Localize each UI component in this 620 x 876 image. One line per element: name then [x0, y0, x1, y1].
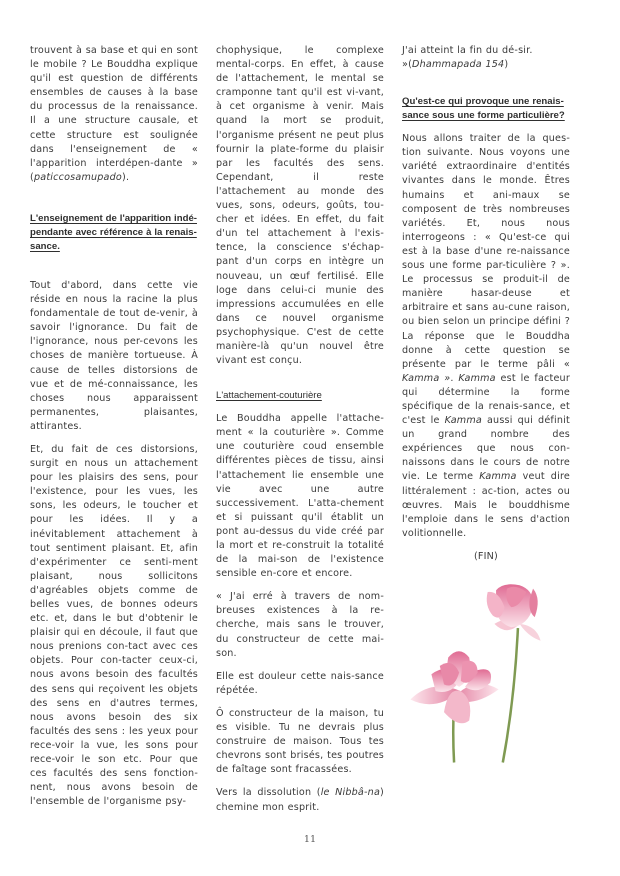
lotus-flower-bud: [487, 584, 541, 640]
column-1: [30, 44, 198, 818]
lotus-flower-open: [410, 651, 498, 723]
citation: Dhammapada 154: [412, 59, 505, 71]
spacer: [30, 263, 198, 279]
lotus-figure: [402, 573, 570, 763]
italic-term: le Nibbâ-na: [320, 787, 381, 799]
page-number: 11: [303, 833, 317, 845]
text: est le facteur qui détermine la forme spécifique de la renais-sance, et c'est le: [402, 372, 570, 427]
paragraph: Le Bouddha appelle l'attache-ment « la couturière ». Comme une couturière coud ensemble différentes pièces de tissu, ainsi l'attachement lie ensemble une vie avec une autre successivement. L'atta-chement et si puissant qu'il établit un pont au-dessus du vide créé par la mort et re-construit la totalité de la mai-son de l'existence sensible en-core et encore.: [216, 413, 384, 580]
spacer: [216, 377, 384, 389]
text: ).: [122, 171, 130, 183]
italic-term: Kamma: [458, 372, 496, 384]
paragraph: Tout d'abord, dans cette vie réside en nous la racine la plus fondamentale de tout de-venir, à savoir l'ignorance. Du fait de l'ignorance, nous per-cevons les choses de manière tortueuse. À cause de telles distorsions de vue et de mé-connaissance, les choses nous apparaissent permanentes, plaisantes, attirantes.: [30, 279, 198, 432]
quote-paragraph: [216, 786, 384, 814]
italic-term: Kamma: [479, 471, 517, 483]
text: .: [450, 372, 459, 384]
text: J'ai atteint la fin du dé-sir. »(: [402, 45, 533, 71]
section-heading: L'attachement-couturière: [216, 390, 322, 402]
spacer: [30, 194, 198, 212]
text: Vers la dissolution (: [216, 787, 321, 799]
section-heading: L'enseignement de l'apparition indé-pendante avec référence à la renais-sance.: [30, 212, 197, 252]
text: aussi qui définit un grand nombre des expériences que nous con-naissons dans le cours de notre vie. Le terme: [402, 415, 570, 483]
italic-term: paticcosamupado: [33, 171, 122, 183]
paragraph: [30, 44, 198, 185]
paragraph: Et, du fait de ces distorsions, surgit en nous un attachement pour les plaisirs des sens, pour l'existence, pour les vues, les sons, les odeurs, le toucher et pour les idées. Il y a inévitablement attachement à tout sentiment plaisant. Et, afin d'expérimenter ce senti-ment plaisant, nous sollicitons d'agréables objets comme de belles vues, de bonnes odeurs etc. et, dans le but d'obtenir le plaisir qui en découle, il faut que nous prenions con-tact avec ces objets. Pour con-tacter ceux-ci, nous avons besoin des facultés des sens qui reçoivent les objets des sens en d'autres termes, nous avons besoin des six facultés des sens : les yeux pour rece-voir la vue, les sons pour rece-voir le son etc. Pour que ces facultés des sens fonction-nent, nous avons besoin de l'ensemble de l'organisme psy-: [30, 443, 198, 808]
column-3: [402, 44, 570, 763]
quote-paragraph: Elle est douleur cette nais-sance répétée.: [216, 670, 384, 696]
paragraph: [402, 132, 570, 541]
section-heading: Qu'est-ce qui provoque une renais-sance sous une forme particulière?: [402, 96, 565, 122]
text: Nous allons traiter de la ques-tion suivante. Nous voyons une variété extraordinaire d'entités vivantes dans le monde. Êtres humains et ani-maux se composent de très nombreuses variétés. Et, nous nous interrogeons : « Qu'est-ce qui est à la base d'une re-naissance sous une forme par-ticulière ? ». Le processus se produit-il de manière hasar-deuse et arbitraire et sans au-cune raison, ou bien selon un principe défini ? La réponse que le Bouddha donne à cette question se présente par le terme pâli «: [402, 133, 570, 370]
text: trouvent à sa base et qui en sont le mobile ? Le Bouddha explique qu'il est question de différents ensembles de causes à la base du processus de la renaissance. Il a une structure causale, et cette structure est soulignée dans l'enseignement de « l'apparition interdépen-dante » (: [30, 45, 198, 183]
quote-paragraph: « J'ai erré à travers de nom-breuses existences à la re-cherche, mais sans le trouver, du constructeur de cette mai-son.: [216, 591, 384, 659]
text: veut dire littéralement : ac-tion, actes ou œuvres. Mais le bouddhisme l'emploie dans le sens d'action volitionnelle.: [402, 471, 570, 539]
italic-term: Kamma: [444, 415, 482, 427]
italic-term: Kamma »: [402, 372, 451, 384]
text: ): [504, 59, 509, 71]
quote-paragraph: [402, 44, 570, 72]
end-marker: (FIN): [473, 550, 498, 562]
quote-paragraph: Ô constructeur de la maison, tu es visible. Tu ne devrais plus construire de maison. Tous tes chevrons sont brisés, tes poutres de faîtage sont fracassées.: [216, 707, 384, 776]
spacer: [402, 81, 570, 95]
lotus-stem-right: [503, 628, 518, 762]
text: ) chemine mon esprit.: [216, 787, 384, 813]
paragraph: chophysique, le complexe mental-corps. En effet, à cause de l'attachement, le mental se cramponne tant qu'il est vi-vant, à cet organisme à venir. Mais quand la mort se produit, l'organisme présent ne peut plus fournir la plate-forme du plaisir par les facultés des sens. Cependant, il reste l'attachement au monde des vues, sons, odeurs, goûts, tou-cher et idées. En effet, du fait d'un tel attachement à l'exis-tence, la conscience s'échap-pant d'un corps en intègre un nouveau, un œuf fertilisé. Elle loge dans celui-ci munie des impressions accumulées en elle dans ce nouvel organisme psychophysique. C'est de cette manière-là qu'un nouvel être vivant est conçu.: [216, 45, 384, 367]
lotus-illustration: [402, 573, 570, 763]
column-2: [216, 44, 384, 824]
